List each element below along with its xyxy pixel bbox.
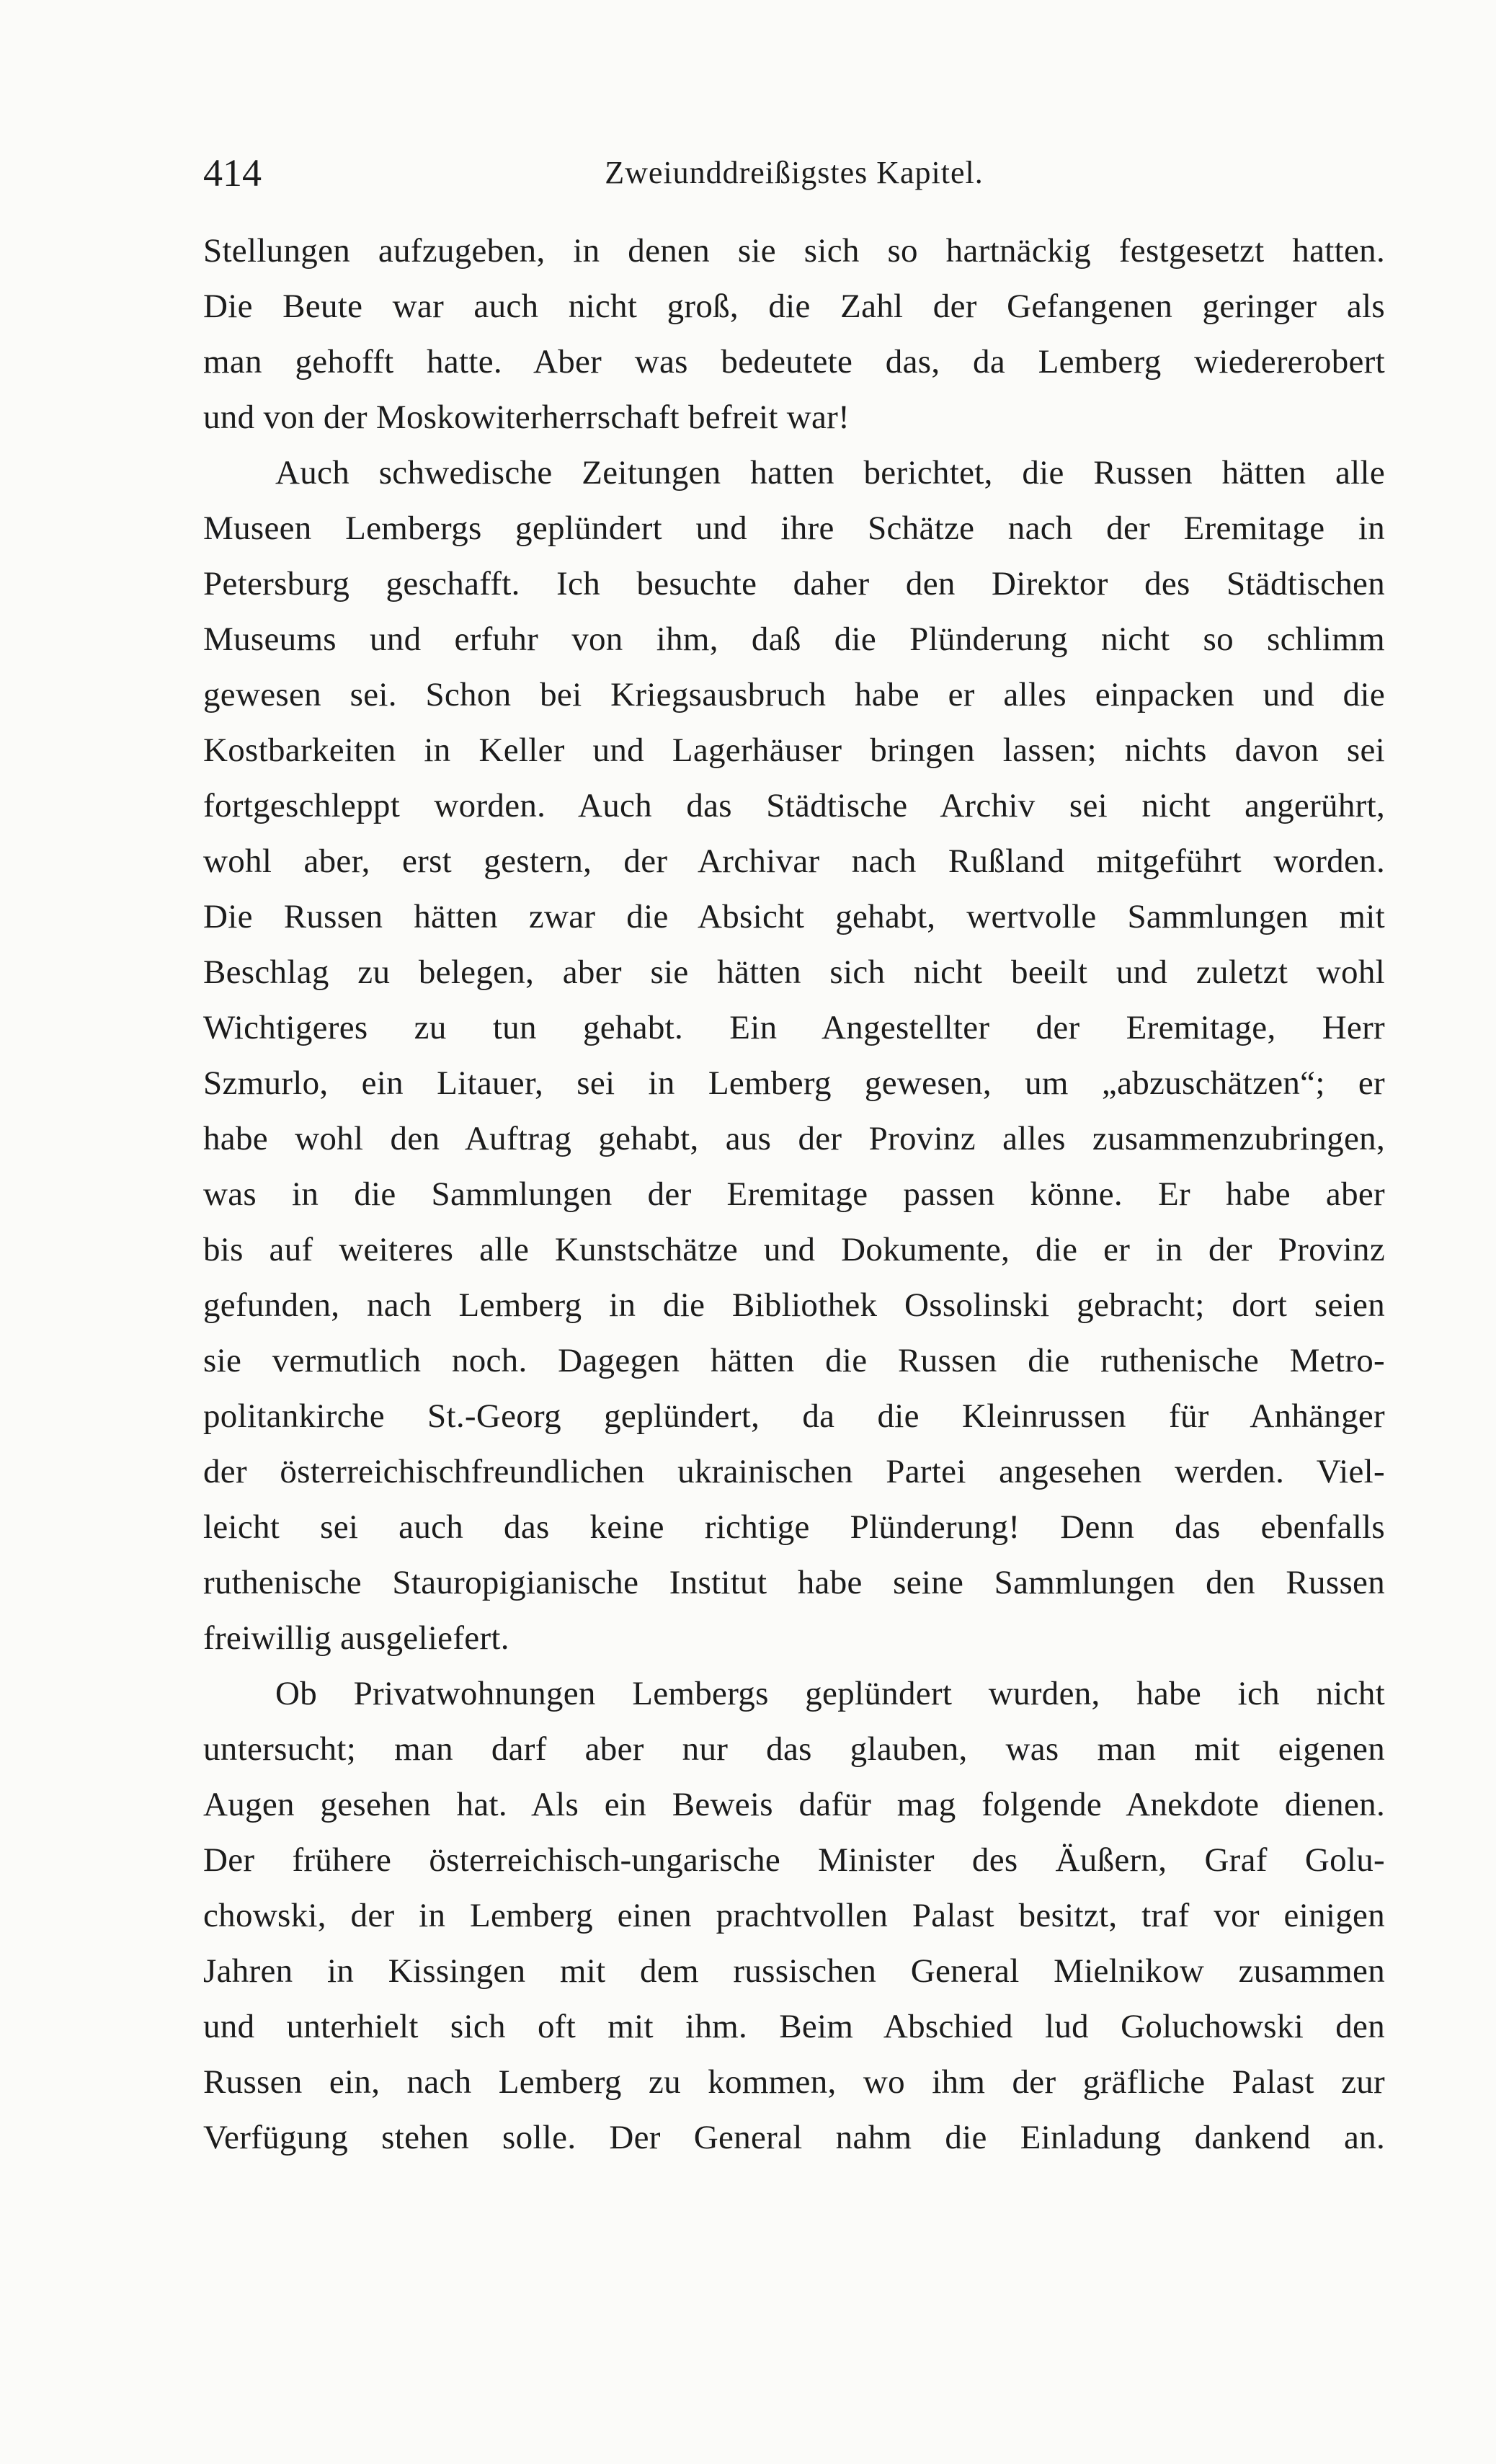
text-line: Stellungen aufzugeben, in denen sie sich so hartnäckig festgesetzt hatten. bbox=[203, 232, 1385, 270]
text-line: freiwillig ausgeliefert. bbox=[203, 1619, 509, 1657]
text-line: und unterhielt sich oft mit ihm. Beim Abschied lud Goluchowski den bbox=[203, 2008, 1385, 2045]
text-line: Der frühere österreichisch-ungarische Minister des Äußern, Graf Golu- bbox=[203, 1841, 1385, 1879]
text-line: gewesen sei. Schon bei Kriegsausbruch habe er alles einpacken und die bbox=[203, 676, 1385, 713]
text-line: Verfügung stehen solle. Der General nahm die Einladung dankend an. bbox=[203, 2119, 1385, 2156]
text-line: Russen ein, nach Lemberg zu kommen, wo ihm der gräfliche Palast zur bbox=[203, 2063, 1385, 2101]
text-line: habe wohl den Auftrag gehabt, aus der Provinz alles zusammenzubringen, bbox=[203, 1120, 1385, 1157]
text-line: Augen gesehen hat. Als ein Beweis dafür mag folgende Anekdote dienen. bbox=[203, 1786, 1385, 1823]
paragraph-2 bbox=[203, 445, 1385, 1666]
text-line: Ob Privatwohnungen Lembergs geplündert wurden, habe ich nicht bbox=[275, 1675, 1385, 1712]
text-line: gefunden, nach Lemberg in die Bibliothek Ossolinski gebracht; dort seien bbox=[203, 1286, 1385, 1324]
text-line: Auch schwedische Zeitungen hatten berichtet, die Russen hätten alle bbox=[275, 454, 1385, 492]
text-line: bis auf weiteres alle Kunstschätze und Dokumente, die er in der Provinz bbox=[203, 1231, 1385, 1268]
text-line: man gehofft hatte. Aber was bedeutete das, da Lemberg wiedererobert bbox=[203, 343, 1385, 381]
text-line: Die Russen hätten zwar die Absicht gehabt, wertvolle Sammlungen mit bbox=[203, 898, 1385, 935]
text-line: leicht sei auch das keine richtige Plünderung! Denn das ebenfalls bbox=[203, 1508, 1385, 1546]
text-line: Szmurlo, ein Litauer, sei in Lemberg gewesen, um „abzuschätzen“; er bbox=[203, 1064, 1385, 1102]
paragraph-1 bbox=[203, 223, 1385, 445]
text-line: der österreichischfreundlichen ukrainischen Partei angesehen werden. Viel- bbox=[203, 1453, 1385, 1490]
text-line: Kostbarkeiten in Keller und Lagerhäuser bringen lassen; nichts davon sei bbox=[203, 731, 1385, 769]
text-line: was in die Sammlungen der Eremitage passen könne. Er habe aber bbox=[203, 1175, 1385, 1213]
running-head: Zweiunddreißigstes Kapitel. bbox=[605, 155, 984, 190]
text-line: Die Beute war auch nicht groß, die Zahl der Gefangenen geringer als bbox=[203, 288, 1385, 325]
text-line: wohl aber, erst gestern, der Archivar nach Rußland mitgeführt worden. bbox=[203, 842, 1385, 880]
text-line: Museen Lembergs geplündert und ihre Schätze nach der Eremitage in bbox=[203, 510, 1385, 547]
body-text bbox=[203, 223, 1385, 2166]
paragraph-3 bbox=[203, 1666, 1385, 2166]
page-number: 414 bbox=[203, 151, 262, 195]
text-line: ruthenische Stauropigianische Institut habe seine Sammlungen den Russen bbox=[203, 1564, 1385, 1601]
text-line: fortgeschleppt worden. Auch das Städtische Archiv sei nicht angerührt, bbox=[203, 787, 1385, 824]
text-line: chowski, der in Lemberg einen prachtvollen Palast besitzt, traf vor einigen bbox=[203, 1897, 1385, 1934]
text-line: Wichtigeres zu tun gehabt. Ein Angestellter der Eremitage, Herr bbox=[203, 1009, 1385, 1046]
page-header bbox=[203, 148, 1385, 198]
text-line: Jahren in Kissingen mit dem russischen General Mielnikow zusammen bbox=[203, 1952, 1385, 1990]
text-line: und von der Moskowiterherrschaft befreit war! bbox=[203, 399, 850, 436]
text-line: Museums und erfuhr von ihm, daß die Plünderung nicht so schlimm bbox=[203, 621, 1385, 658]
text-line: Beschlag zu belegen, aber sie hätten sich nicht beeilt und zuletzt wohl bbox=[203, 953, 1385, 991]
text-line: politankirche St.-Georg geplündert, da die Kleinrussen für Anhänger bbox=[203, 1397, 1385, 1435]
text-line: sie vermutlich noch. Dagegen hätten die Russen die ruthenische Metro- bbox=[203, 1342, 1385, 1379]
text-line: Petersburg geschafft. Ich besuchte daher den Direktor des Städtischen bbox=[203, 565, 1385, 602]
text-line: untersucht; man darf aber nur das glauben, was man mit eigenen bbox=[203, 1730, 1385, 1768]
